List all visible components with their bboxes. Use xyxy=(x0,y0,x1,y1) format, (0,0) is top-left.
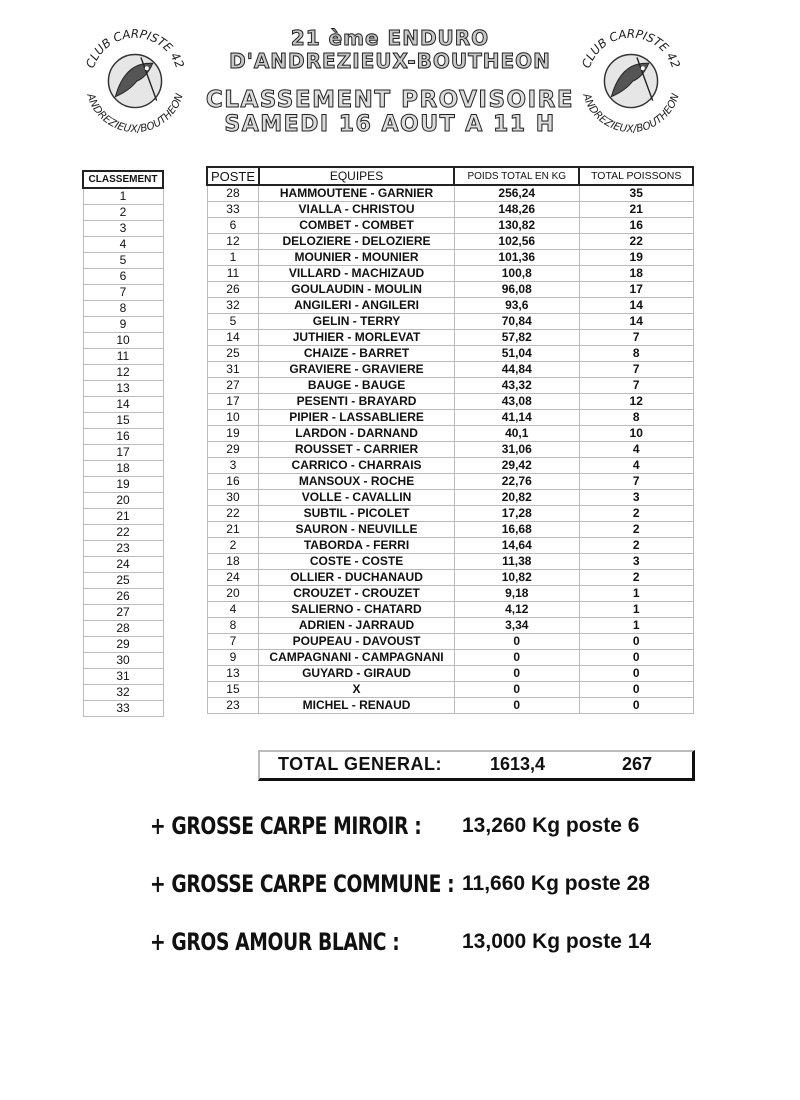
poste-cell: 32 xyxy=(207,298,259,314)
poste-cell: 26 xyxy=(207,282,259,298)
rank-row xyxy=(83,525,163,541)
table-row xyxy=(207,570,693,586)
rank-cell: 14 xyxy=(83,397,163,413)
rank-cell: 30 xyxy=(83,653,163,669)
poissons-cell: 14 xyxy=(579,298,693,314)
poids-cell: 22,76 xyxy=(454,474,579,490)
team-cell: VOLLE - CAVALLIN xyxy=(259,490,454,506)
ranking-title: CLASSEMENT PROVISOIRE xyxy=(205,87,575,113)
poids-cell: 51,04 xyxy=(454,346,579,362)
rank-header: CLASSEMENT xyxy=(83,171,163,188)
rank-cell: 9 xyxy=(83,317,163,333)
poids-cell: 29,42 xyxy=(454,458,579,474)
rank-cell: 24 xyxy=(83,557,163,573)
poste-cell: 20 xyxy=(207,586,259,602)
poste-cell: 16 xyxy=(207,474,259,490)
total-general-box xyxy=(258,750,695,781)
rank-row xyxy=(83,301,163,317)
poste-cell: 30 xyxy=(207,490,259,506)
poste-header: POSTE xyxy=(207,167,259,185)
rank-row xyxy=(83,381,163,397)
rank-cell: 23 xyxy=(83,541,163,557)
rank-cell: 27 xyxy=(83,605,163,621)
poissons-cell: 3 xyxy=(579,554,693,570)
table-row xyxy=(207,185,693,202)
poste-cell: 21 xyxy=(207,522,259,538)
logo-text-bottom: ANDREZIEUX/BOUTHEON xyxy=(580,91,682,136)
poste-cell: 19 xyxy=(207,426,259,442)
rank-cell: 25 xyxy=(83,573,163,589)
team-cell: GRAVIERE - GRAVIERE xyxy=(259,362,454,378)
table-row xyxy=(207,602,693,618)
poids-cell: 256,24 xyxy=(454,185,579,202)
rank-row xyxy=(83,621,163,637)
poissons-cell: 8 xyxy=(579,346,693,362)
rank-row xyxy=(83,365,163,381)
rank-row xyxy=(83,589,163,605)
table-row xyxy=(207,298,693,314)
rank-cell: 29 xyxy=(83,637,163,653)
table-row xyxy=(207,378,693,394)
rank-cell: 11 xyxy=(83,349,163,365)
poste-cell: 13 xyxy=(207,666,259,682)
rank-row xyxy=(83,557,163,573)
table-row xyxy=(207,474,693,490)
poissons-cell: 10 xyxy=(579,426,693,442)
rank-cell: 3 xyxy=(83,221,163,237)
team-cell: SALIERNO - CHATARD xyxy=(259,602,454,618)
prize-gros-amour-blanc xyxy=(150,928,710,968)
poissons-cell: 0 xyxy=(579,698,693,714)
poste-cell: 8 xyxy=(207,618,259,634)
results-table xyxy=(206,166,694,714)
poste-cell: 24 xyxy=(207,570,259,586)
table-row xyxy=(207,314,693,330)
poissons-cell: 18 xyxy=(579,266,693,282)
table-row xyxy=(207,458,693,474)
table-row xyxy=(207,442,693,458)
poids-cell: 44,84 xyxy=(454,362,579,378)
table-row xyxy=(207,234,693,250)
rank-cell: 21 xyxy=(83,509,163,525)
logo-text-top: CLUB CARPISTE 42 xyxy=(83,26,187,71)
team-cell: CHAIZE - BARRET xyxy=(259,346,454,362)
poste-cell: 3 xyxy=(207,458,259,474)
rank-row xyxy=(83,317,163,333)
table-row xyxy=(207,506,693,522)
rank-cell: 22 xyxy=(83,525,163,541)
team-cell: DELOZIERE - DELOZIERE xyxy=(259,234,454,250)
rank-row xyxy=(83,637,163,653)
poids-cell: 10,82 xyxy=(454,570,579,586)
table-row xyxy=(207,362,693,378)
prize-grosse-carpe-miroir xyxy=(150,812,710,852)
rank-row xyxy=(83,461,163,477)
table-row xyxy=(207,650,693,666)
poste-cell: 9 xyxy=(207,650,259,666)
poids-cell: 9,18 xyxy=(454,586,579,602)
poids-cell: 0 xyxy=(454,682,579,698)
poste-cell: 7 xyxy=(207,634,259,650)
rank-row xyxy=(83,509,163,525)
poissons-cell: 1 xyxy=(579,586,693,602)
poids-cell: 17,28 xyxy=(454,506,579,522)
rank-table-body xyxy=(83,188,163,717)
poste-cell: 15 xyxy=(207,682,259,698)
team-cell: MANSOUX - ROCHE xyxy=(259,474,454,490)
rank-row xyxy=(83,413,163,429)
poissons-cell: 0 xyxy=(579,650,693,666)
poste-cell: 18 xyxy=(207,554,259,570)
rank-row xyxy=(83,685,163,701)
poissons-cell: 1 xyxy=(579,618,693,634)
team-cell: ADRIEN - JARRAUD xyxy=(259,618,454,634)
poste-cell: 5 xyxy=(207,314,259,330)
rank-row xyxy=(83,493,163,509)
poissons-cell: 17 xyxy=(579,282,693,298)
rank-row xyxy=(83,701,163,717)
table-row xyxy=(207,410,693,426)
poids-cell: 16,68 xyxy=(454,522,579,538)
poissons-cell: 7 xyxy=(579,362,693,378)
table-row xyxy=(207,586,693,602)
poids-cell: 102,56 xyxy=(454,234,579,250)
team-cell: ANGILERI - ANGILERI xyxy=(259,298,454,314)
poissons-cell: 7 xyxy=(579,330,693,346)
rank-cell: 20 xyxy=(83,493,163,509)
team-cell: VIALLA - CHRISTOU xyxy=(259,202,454,218)
poissons-cell: 7 xyxy=(579,474,693,490)
rank-cell: 31 xyxy=(83,669,163,685)
poissons-cell: 0 xyxy=(579,666,693,682)
poissons-cell: 2 xyxy=(579,538,693,554)
team-cell: LARDON - DARNAND xyxy=(259,426,454,442)
rank-cell: 33 xyxy=(83,701,163,717)
poste-cell: 27 xyxy=(207,378,259,394)
poids-cell: 0 xyxy=(454,650,579,666)
poste-cell: 1 xyxy=(207,250,259,266)
poids-cell: 101,36 xyxy=(454,250,579,266)
table-row xyxy=(207,202,693,218)
poissons-cell: 22 xyxy=(579,234,693,250)
poste-cell: 31 xyxy=(207,362,259,378)
rank-row xyxy=(83,477,163,493)
rank-cell: 7 xyxy=(83,285,163,301)
team-cell: JUTHIER - MORLEVAT xyxy=(259,330,454,346)
poste-cell: 12 xyxy=(207,234,259,250)
rank-cell: 10 xyxy=(83,333,163,349)
poste-cell: 10 xyxy=(207,410,259,426)
club-logo-left xyxy=(76,22,194,140)
poissons-cell: 35 xyxy=(579,185,693,202)
team-cell: PIPIER - LASSABLIERE xyxy=(259,410,454,426)
poste-cell: 4 xyxy=(207,602,259,618)
prize-label: + GROSSE CARPE COMMUNE : xyxy=(150,870,455,898)
rank-row xyxy=(83,397,163,413)
poissons-cell: 16 xyxy=(579,218,693,234)
poids-cell: 4,12 xyxy=(454,602,579,618)
rank-row xyxy=(83,285,163,301)
rank-cell: 8 xyxy=(83,301,163,317)
table-row xyxy=(207,250,693,266)
poids-cell: 148,26 xyxy=(454,202,579,218)
prize-value: 13,000 Kg poste 14 xyxy=(462,930,652,953)
poids-cell: 43,08 xyxy=(454,394,579,410)
rank-row xyxy=(83,221,163,237)
title-block xyxy=(190,28,590,136)
poids-cell: 93,6 xyxy=(454,298,579,314)
rank-row xyxy=(83,653,163,669)
poids-cell: 0 xyxy=(454,634,579,650)
rank-cell: 26 xyxy=(83,589,163,605)
table-row xyxy=(207,698,693,714)
team-cell: CAMPAGNANI - CAMPAGNANI xyxy=(259,650,454,666)
total-poissons: 267 xyxy=(622,754,653,774)
poste-cell: 22 xyxy=(207,506,259,522)
team-cell: POUPEAU - DAVOUST xyxy=(259,634,454,650)
team-cell: GELIN - TERRY xyxy=(259,314,454,330)
rank-row xyxy=(83,605,163,621)
table-row xyxy=(207,218,693,234)
total-poids: 1613,4 xyxy=(490,754,546,774)
prize-value: 11,660 Kg poste 28 xyxy=(462,872,650,895)
poissons-header: TOTAL POISSONS xyxy=(579,167,693,185)
poids-cell: 130,82 xyxy=(454,218,579,234)
rank-row xyxy=(83,349,163,365)
rank-cell: 2 xyxy=(83,205,163,221)
team-cell: X xyxy=(259,682,454,698)
poste-cell: 14 xyxy=(207,330,259,346)
poissons-cell: 0 xyxy=(579,634,693,650)
poissons-cell: 2 xyxy=(579,506,693,522)
team-cell: ROUSSET - CARRIER xyxy=(259,442,454,458)
rank-cell: 19 xyxy=(83,477,163,493)
poids-cell: 0 xyxy=(454,698,579,714)
poste-cell: 6 xyxy=(207,218,259,234)
rank-row xyxy=(83,333,163,349)
prize-value: 13,260 Kg poste 6 xyxy=(462,814,640,837)
poids-cell: 20,82 xyxy=(454,490,579,506)
rank-table xyxy=(82,170,164,717)
ranking-date: SAMEDI 16 AOUT A 11 H xyxy=(224,112,556,137)
prize-label: + GROS AMOUR BLANC : xyxy=(150,928,400,956)
team-cell: MICHEL - RENAUD xyxy=(259,698,454,714)
team-cell: HAMMOUTENE - GARNIER xyxy=(259,185,454,202)
poids-cell: 43,32 xyxy=(454,378,579,394)
team-cell: SUBTIL - PICOLET xyxy=(259,506,454,522)
team-cell: COSTE - COSTE xyxy=(259,554,454,570)
rank-cell: 1 xyxy=(83,188,163,205)
table-row xyxy=(207,282,693,298)
rank-cell: 5 xyxy=(83,253,163,269)
poste-cell: 29 xyxy=(207,442,259,458)
prize-label: + GROSSE CARPE MIROIR : xyxy=(150,812,422,840)
poids-cell: 0 xyxy=(454,666,579,682)
event-location: D'ANDREZIEUX-BOUTHEON xyxy=(229,49,551,73)
poissons-cell: 0 xyxy=(579,682,693,698)
poste-cell: 33 xyxy=(207,202,259,218)
table-row xyxy=(207,330,693,346)
rank-row xyxy=(83,253,163,269)
table-row xyxy=(207,346,693,362)
table-row xyxy=(207,490,693,506)
table-row xyxy=(207,682,693,698)
rank-row xyxy=(83,573,163,589)
table-row xyxy=(207,634,693,650)
poids-cell: 40,1 xyxy=(454,426,579,442)
rank-cell: 18 xyxy=(83,461,163,477)
poste-cell: 28 xyxy=(207,185,259,202)
poissons-cell: 21 xyxy=(579,202,693,218)
rank-cell: 15 xyxy=(83,413,163,429)
poste-cell: 25 xyxy=(207,346,259,362)
poissons-cell: 19 xyxy=(579,250,693,266)
poids-cell: 70,84 xyxy=(454,314,579,330)
team-cell: COMBET - COMBET xyxy=(259,218,454,234)
team-cell: MOUNIER - MOUNIER xyxy=(259,250,454,266)
equipes-header: EQUIPES xyxy=(259,167,454,185)
rank-cell: 13 xyxy=(83,381,163,397)
logo-text-top: CLUB CARPISTE 42 xyxy=(579,26,683,71)
poste-cell: 2 xyxy=(207,538,259,554)
poids-cell: 31,06 xyxy=(454,442,579,458)
poids-cell: 3,34 xyxy=(454,618,579,634)
rank-cell: 17 xyxy=(83,445,163,461)
poissons-cell: 4 xyxy=(579,458,693,474)
results-table-body xyxy=(207,185,693,714)
poissons-cell: 12 xyxy=(579,394,693,410)
rank-row xyxy=(83,269,163,285)
table-row xyxy=(207,538,693,554)
poste-cell: 23 xyxy=(207,698,259,714)
rank-row xyxy=(83,205,163,221)
poids-header: POIDS TOTAL EN KG xyxy=(454,167,579,185)
rank-cell: 4 xyxy=(83,237,163,253)
poissons-cell: 3 xyxy=(579,490,693,506)
team-cell: GUYARD - GIRAUD xyxy=(259,666,454,682)
table-row xyxy=(207,522,693,538)
poissons-cell: 4 xyxy=(579,442,693,458)
team-cell: CARRICO - CHARRAIS xyxy=(259,458,454,474)
poids-cell: 11,38 xyxy=(454,554,579,570)
poids-cell: 14,64 xyxy=(454,538,579,554)
logo-text-bottom: ANDREZIEUX/BOUTHEON xyxy=(84,91,186,136)
team-cell: GOULAUDIN - MOULIN xyxy=(259,282,454,298)
table-row xyxy=(207,426,693,442)
team-cell: SAURON - NEUVILLE xyxy=(259,522,454,538)
table-row xyxy=(207,618,693,634)
poids-cell: 41,14 xyxy=(454,410,579,426)
table-row xyxy=(207,266,693,282)
poids-cell: 57,82 xyxy=(454,330,579,346)
team-cell: CROUZET - CROUZET xyxy=(259,586,454,602)
event-title: 21 ème ENDURO xyxy=(290,26,490,50)
total-label: TOTAL GENERAL: xyxy=(278,754,442,774)
poissons-cell: 14 xyxy=(579,314,693,330)
rank-cell: 6 xyxy=(83,269,163,285)
poissons-cell: 2 xyxy=(579,522,693,538)
table-row xyxy=(207,394,693,410)
rank-row xyxy=(83,188,163,205)
table-row xyxy=(207,666,693,682)
rank-row xyxy=(83,669,163,685)
table-row xyxy=(207,554,693,570)
poissons-cell: 2 xyxy=(579,570,693,586)
team-cell: TABORDA - FERRI xyxy=(259,538,454,554)
prize-grosse-carpe-commune xyxy=(150,870,710,910)
rank-cell: 12 xyxy=(83,365,163,381)
poids-cell: 96,08 xyxy=(454,282,579,298)
team-cell: OLLIER - DUCHANAUD xyxy=(259,570,454,586)
rank-row xyxy=(83,237,163,253)
rank-cell: 16 xyxy=(83,429,163,445)
poste-cell: 17 xyxy=(207,394,259,410)
poissons-cell: 7 xyxy=(579,378,693,394)
team-cell: BAUGE - BAUGE xyxy=(259,378,454,394)
poids-cell: 100,8 xyxy=(454,266,579,282)
team-cell: PESENTI - BRAYARD xyxy=(259,394,454,410)
rank-cell: 28 xyxy=(83,621,163,637)
rank-row xyxy=(83,445,163,461)
poissons-cell: 1 xyxy=(579,602,693,618)
rank-row xyxy=(83,429,163,445)
team-cell: VILLARD - MACHIZAUD xyxy=(259,266,454,282)
rank-cell: 32 xyxy=(83,685,163,701)
poste-cell: 11 xyxy=(207,266,259,282)
rank-row xyxy=(83,541,163,557)
poissons-cell: 8 xyxy=(579,410,693,426)
